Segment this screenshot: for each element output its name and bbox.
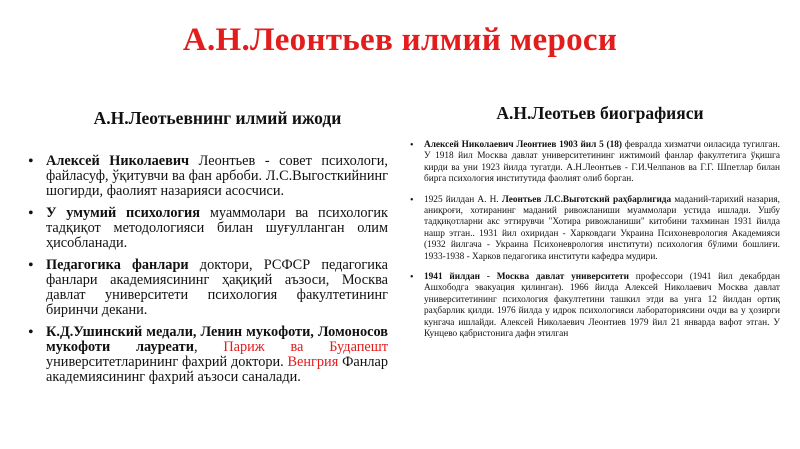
right-item-1-bold: Алексей Николаевич Леонтиев 1903 йил 5 (18): [424, 140, 622, 150]
left-item-4: [26, 325, 388, 385]
right-item-1: [404, 140, 780, 186]
left-item-3: [26, 258, 388, 318]
right-item-2-text: маданий-тарихий назария, аниқроғи, хотиранинг маданий ривожланиши муаммолари устида ишлади. Ушбу тадқиқотларни акс эттирувчи "Хотира ривожланиши" китобини тахминан 1931 йилда нашр этган.. 1931 йил охиридан - Харковдаги Украина Психоневрология Академияси (1932 йилгача - Украина Психоневрология институти) психология бўлими бошлиғи. 1933-1938 - Харков педагогика институти кафедра мудири.: [424, 194, 781, 262]
left-item-4-text-b: университетларининг фахрий доктори.: [46, 354, 288, 370]
left-item-4-red-b: Венгрия: [287, 354, 339, 370]
left-item-4-bold: К.Д.Ушинский медали, Ленин мукофоти, Ломоносов мукофоти лауреати: [46, 324, 388, 355]
slide-title: А.Н.Леонтьев илмий мероси: [182, 22, 618, 58]
left-item-3-text: доктори, РСФСР педагогика фанлари академиясининг ҳақиқий аъзоси, Москва давлат университети психология факултетининг биринчи декани.: [46, 257, 388, 318]
left-item-1-text: Леонтьев - совет психологи, файласуф, ўқитувчи ва фан арбоби. Л.С.Выгосткийнинг шогирди, фаолият назарияси асосчиси.: [46, 153, 388, 199]
left-item-1: [26, 154, 388, 199]
right-item-3-text: профессори (1941 йил декабрдан Ашхободга эвакуация қилинган). 1966 йилда Алексей Николаевич Москва давлат университетининг психология факултетини ташкил этди ва унга 12 йилдан ортиқ раҳбарлик қилди. 1976 йилда у идрок психологияси лабораториясини очди ва у ҳозирги кунгача ишлайди. Алексей Николаевич Леонтиев 1979 йил 21 январда вафот этган. У Кунцево қабристонига дафн этилган: [424, 272, 780, 340]
right-item-2: [404, 195, 780, 263]
right-bullet-list: [404, 140, 780, 350]
left-item-4-text-a: ,: [193, 339, 224, 355]
left-item-2: [26, 206, 388, 251]
right-item-3-bold: 1941 йилдан - Москва давлат университети: [424, 272, 629, 283]
right-heading: А.Н.Леотьев биографияси: [496, 103, 704, 123]
left-item-2-bold: У умумий психология: [46, 205, 201, 221]
left-item-4-red-a: Париж ва Будапешт: [223, 339, 388, 355]
left-item-2-text: муаммолари ва психологик тадқиқот методологияси билан шуғулланган олим ҳисобланади.: [46, 205, 389, 251]
left-item-3-bold: Педагогика фанлари: [46, 257, 189, 273]
right-item-2-bold: Леонтьев Л.С.Выготский раҳбарлигида: [501, 194, 672, 205]
right-item-3: [404, 272, 780, 340]
left-item-1-bold: Алексей Николаевич: [46, 153, 190, 169]
right-item-1-text: февралда хизматчи оиласида тугилган. У 1918 йил Москва давлат университетининг ижтимоий фанлар факултетига ўқишга кирди ва уни 1923 йилда тугатди. А.Н.Леонтьев - Г.И.Челпанов ва Г.Г. Шпетлар билан бирга психология институтида фаолият олиб борган.: [424, 140, 780, 185]
left-heading: А.Н.Леотьевнинг илмий ижоди: [93, 108, 342, 128]
left-item-4-text-c: Фанлар академиясининг фахрий аъзоси саналади.: [46, 354, 388, 385]
left-bullet-list: [26, 154, 388, 392]
right-item-2-lead: 1925 йилдан А. Н.: [424, 194, 502, 205]
